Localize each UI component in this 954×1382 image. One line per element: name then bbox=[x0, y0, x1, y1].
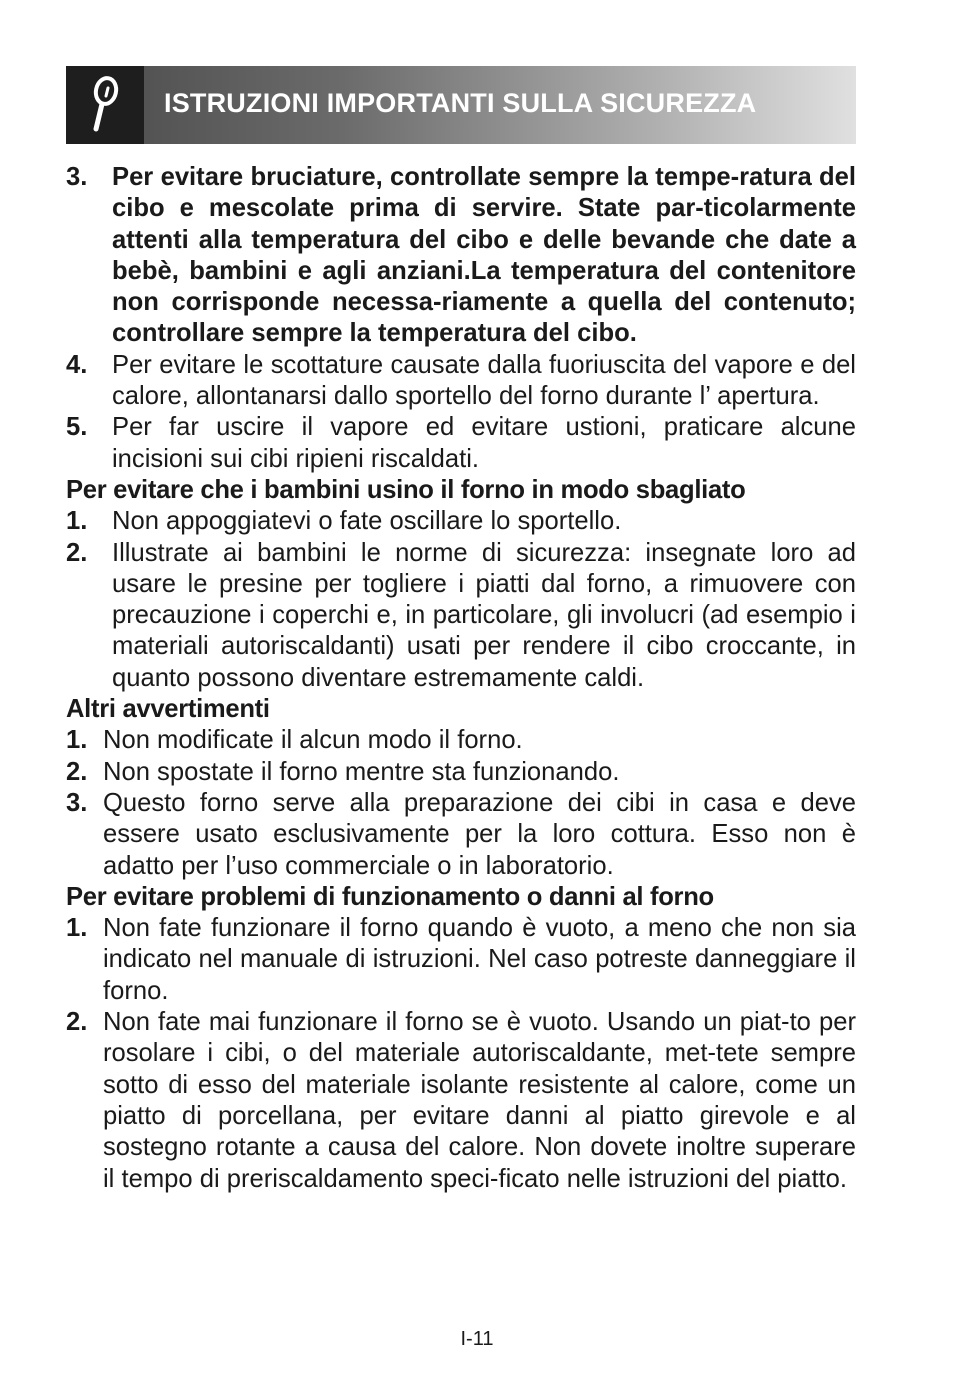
list-item bbox=[66, 788, 856, 882]
exclamation-pin-icon bbox=[66, 66, 144, 144]
section-banner bbox=[66, 66, 856, 144]
item-number: 4. bbox=[66, 350, 88, 379]
section-heading: Per evitare che i bambini usino il forno in modo sbagliato bbox=[66, 475, 746, 504]
item-number: 2. bbox=[66, 1008, 88, 1037]
item-number: 1. bbox=[66, 914, 88, 943]
list-item bbox=[66, 725, 856, 756]
list-item bbox=[66, 162, 856, 350]
item-number: 3. bbox=[66, 163, 88, 191]
item-text: Non appoggiatevi o fate oscillare lo sportello. bbox=[112, 507, 622, 536]
list-item bbox=[66, 913, 856, 1007]
list-item bbox=[66, 350, 856, 413]
section-heading: Per evitare problemi di funzionamento o danni al forno bbox=[66, 882, 714, 911]
item-number: 3. bbox=[66, 788, 88, 817]
item-number: 5. bbox=[66, 413, 88, 442]
document-body bbox=[66, 162, 856, 1195]
item-text: Per evitare bruciature, controllate sempre la tempe-ratura del cibo e mescolate prima di servire. State par-ticolarmente attenti alla temperatura del cibo e delle bevande che date a bebè, bambini e agli anziani.La temperatura del contenitore non corrisponde necessa-riamente a quella del contenuto; controllare sempre la temperatura del cibo. bbox=[112, 163, 856, 348]
item-number: 1. bbox=[66, 726, 88, 755]
list-item bbox=[66, 1007, 856, 1195]
item-text: Questo forno serve alla preparazione dei cibi in casa e deve essere usato esclusivamente per la loro cottura. Esso non è adatto per l’uso commerciale o in laboratorio. bbox=[103, 788, 856, 880]
item-text: Illustrate ai bambini le norme di sicurezza: insegnate loro ad usare le presine per togliere i piatti dal forno, a rimuovere con precauzione i coperchi e, in particolare, gli involucri (ad esempio i materiali autoriscaldanti) usati per rendere il cibo croccante, in quanto possono diventare estremamente caldi. bbox=[112, 538, 856, 692]
item-number: 1. bbox=[66, 507, 88, 536]
item-text: Non modificate il alcun modo il forno. bbox=[103, 726, 523, 755]
item-number: 2. bbox=[66, 757, 88, 786]
page-title: ISTRUZIONI IMPORTANTI SULLA SICUREZZA bbox=[164, 88, 757, 118]
item-text: Per evitare le scottature causate dalla fuoriuscita del vapore e del calore, allontanarsi dallo sportello del forno durante l’ apertura. bbox=[112, 350, 856, 411]
item-text: Non fate mai funzionare il forno se è vuoto. Usando un piat-to per rosolare i cibi, o del materiale autoriscaldante, met-tete sempre sotto di esso del materiale isolante resistente al calore, come un piatto di porcellana, per evitare danni al piatto girevole e al sostegno rotante a causa del calore. Non dovete inoltre superare il tempo di preriscaldamento speci-ficato nelle istruzioni del piatto. bbox=[103, 1008, 856, 1193]
page-number: I-11 bbox=[460, 1328, 494, 1350]
list-item bbox=[66, 538, 856, 694]
section-heading: Altri avvertimenti bbox=[66, 695, 270, 724]
item-text: Non spostate il forno mentre sta funzionando. bbox=[103, 757, 620, 786]
list-item bbox=[66, 757, 856, 788]
list-item bbox=[66, 506, 856, 537]
item-text: Per far uscire il vapore ed evitare ustioni, praticare alcune incisioni sui cibi ripieni riscaldati. bbox=[112, 413, 856, 473]
item-text: Non fate funzionare il forno quando è vuoto, a meno che non sia indicato nel manuale di istruzioni. Nel caso potreste danneggiare il forno. bbox=[103, 914, 856, 1005]
list-item bbox=[66, 412, 856, 475]
item-number: 2. bbox=[66, 538, 88, 567]
